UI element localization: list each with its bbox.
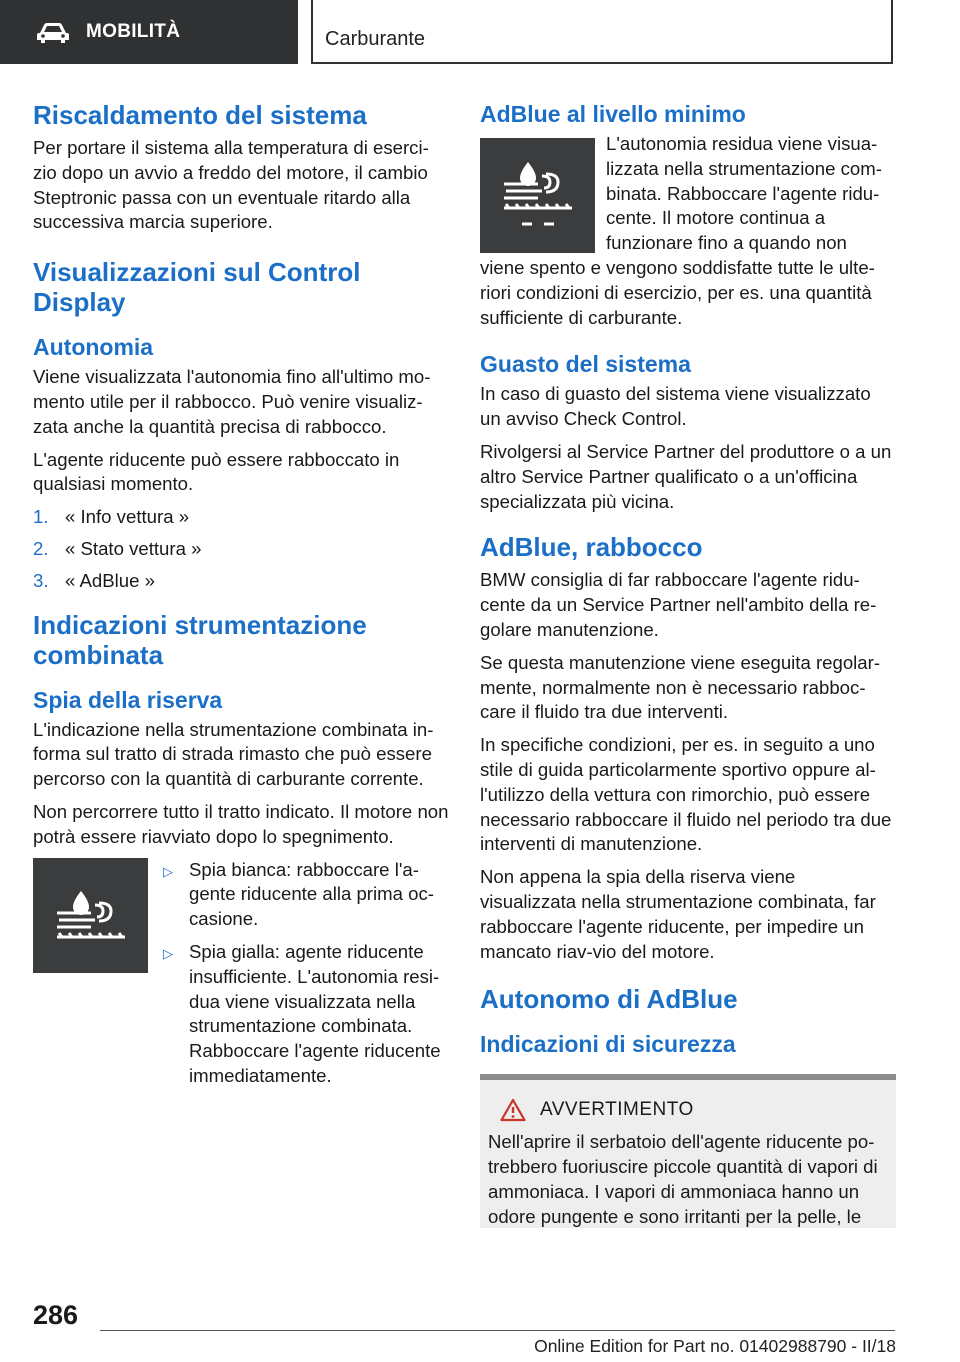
warning-box bbox=[480, 1074, 896, 1228]
heading-spia: Spia della riserva bbox=[33, 686, 223, 713]
paragraph: L'indicazione nella strumentazione combinata in-forma sul tratto di strada rimasto che può essere percorso con la quantità di carburante corrente. bbox=[33, 718, 434, 790]
right-column bbox=[480, 100, 896, 1228]
chapter-title: Carburante bbox=[325, 28, 426, 50]
chapter-tab bbox=[311, 0, 893, 64]
page-number: 286 bbox=[33, 1300, 79, 1330]
list-item bbox=[33, 569, 451, 594]
warning-title-row bbox=[488, 1098, 888, 1122]
paragraph: Non percorrere tutto il tratto indicato. Il motore non potrà essere riavviato dopo lo spegnimento. bbox=[33, 800, 449, 847]
paragraph: BMW consiglia di far rabboccare l'agente ridu-cente da un Service Partner nell'ambito della re-golare manutenzione. bbox=[480, 569, 877, 640]
bullet-text: Spia gialla: agente riducente insufficiente. L'autonomia resi-dua viene visualizzata nella strumentazione combinata. Rabboccare l'agente riducente immediatamente. bbox=[189, 940, 441, 1086]
warning-triangle-icon bbox=[500, 1098, 526, 1122]
heading-line: combinata bbox=[33, 639, 164, 670]
step-text: « Info vettura » bbox=[65, 506, 190, 528]
car-icon bbox=[36, 20, 70, 44]
paragraph: Viene visualizzata l'autonomia fino all'ultimo mo-mento utile per il rabbocco. Può venire visualiz-zata anche la quantità precisa di rabbocco. bbox=[33, 366, 431, 437]
paragraph: Non appena la spia della riserva viene visualizzata nella strumentazione combinata, far rabboccare l'agente riducente, per impedire un mancato riav-vio del motore. bbox=[480, 866, 876, 962]
heading-riscaldamento: Riscaldamento del sistema bbox=[33, 100, 367, 130]
step-text: « Stato vettura » bbox=[65, 537, 202, 559]
footer-divider bbox=[100, 1330, 895, 1331]
list-item bbox=[33, 505, 451, 530]
adblue-reserve-icon bbox=[33, 858, 148, 973]
paragraph: L'autonomia residua viene visua-lizzata nella strumentazione com-binata. Rabboccare l'agente ridu-cente. Il motore continua a funzionare fino a quando non viene spento e vengono soddisfatte tutte le ulte-riori condizioni di esercizio, per es. una quantità sufficiente di carburante. bbox=[480, 133, 882, 328]
heading-guasto: Guasto del sistema bbox=[480, 351, 691, 378]
list-item bbox=[33, 537, 451, 562]
footer-edition: Online Edition for Part no. 01402988790 - II/18 bbox=[534, 1336, 896, 1356]
heading-sicurezza: Indicazioni di sicurezza bbox=[480, 1031, 736, 1058]
paragraph: In caso di guasto del sistema viene visualizzato un avviso Check Control. bbox=[480, 383, 871, 430]
heading-autonomia: Autonomia bbox=[33, 334, 154, 361]
steps-list bbox=[33, 505, 451, 593]
warning-title: AVVERTIMENTO bbox=[540, 1099, 694, 1121]
paragraph: Rivolgersi al Service Partner del produttore o a un altro Service Partner qualificato o a un'officina specializzata più vicina. bbox=[480, 440, 892, 512]
spia-block bbox=[33, 858, 451, 1097]
step-number: 3. bbox=[33, 569, 49, 591]
paragraph: Per portare il sistema alla temperatura di eserci-zio dopo un avvio a freddo del motore, il cambio Steptronic passa con un eventuale ritardo alla successiva marcia superiore. bbox=[33, 137, 429, 233]
warning-text: Nell'aprire il serbatoio dell'agente riducente po-trebbero fuoriuscire piccole quantità di vapori di ammoniaca. I vapori di ammoniaca hanno un odore pungente e sono irritanti per la pelle, le bbox=[488, 1131, 878, 1227]
left-column bbox=[33, 100, 451, 1097]
bullet-text: Spia bianca: rabboccare l'a-gente riducente alla prima oc-casione. bbox=[189, 858, 434, 930]
bullet-list bbox=[163, 858, 451, 1097]
paragraph: Se questa manutenzione viene eseguita regolar-mente, normalmente non è necessario rabboc-care il fluido tra due interventi. bbox=[480, 651, 881, 723]
adblue-minimum-icon bbox=[480, 138, 595, 253]
section-title: MOBILITÀ bbox=[86, 21, 181, 42]
heading-visualizzazioni bbox=[33, 257, 451, 317]
heading-indicazioni bbox=[33, 610, 451, 670]
heading-minimo: AdBlue al livello minimo bbox=[480, 101, 746, 127]
list-item bbox=[163, 940, 451, 1089]
minimo-block bbox=[480, 132, 896, 338]
heading-line: Display bbox=[33, 287, 126, 318]
header-divider bbox=[311, 0, 313, 64]
section-tab bbox=[0, 0, 298, 64]
triangle-bullet-icon: ▷ bbox=[163, 863, 173, 879]
step-text: « AdBlue » bbox=[65, 569, 155, 591]
step-number: 1. bbox=[33, 506, 49, 528]
heading-autonomo: Autonomo di AdBlue bbox=[480, 984, 738, 1015]
heading-rabbocco: AdBlue, rabbocco bbox=[480, 532, 703, 563]
triangle-bullet-icon: ▷ bbox=[163, 945, 173, 961]
paragraph: L'agente riducente può essere rabboccato in qualsiasi momento. bbox=[33, 448, 400, 495]
heading-line: Indicazioni strumentazione bbox=[33, 609, 367, 640]
paragraph: In specifiche condizioni, per es. in seguito a uno stile di guida particolarmente sportivo oppure al-l'utilizzo della vettura con rimorchio, può essere necessario rabboccare il fluido nel periodo tra due interventi di manutenzione. bbox=[480, 734, 892, 855]
heading-line: Visualizzazioni sul Control bbox=[33, 257, 361, 288]
list-item bbox=[163, 858, 451, 932]
step-number: 2. bbox=[33, 537, 49, 559]
